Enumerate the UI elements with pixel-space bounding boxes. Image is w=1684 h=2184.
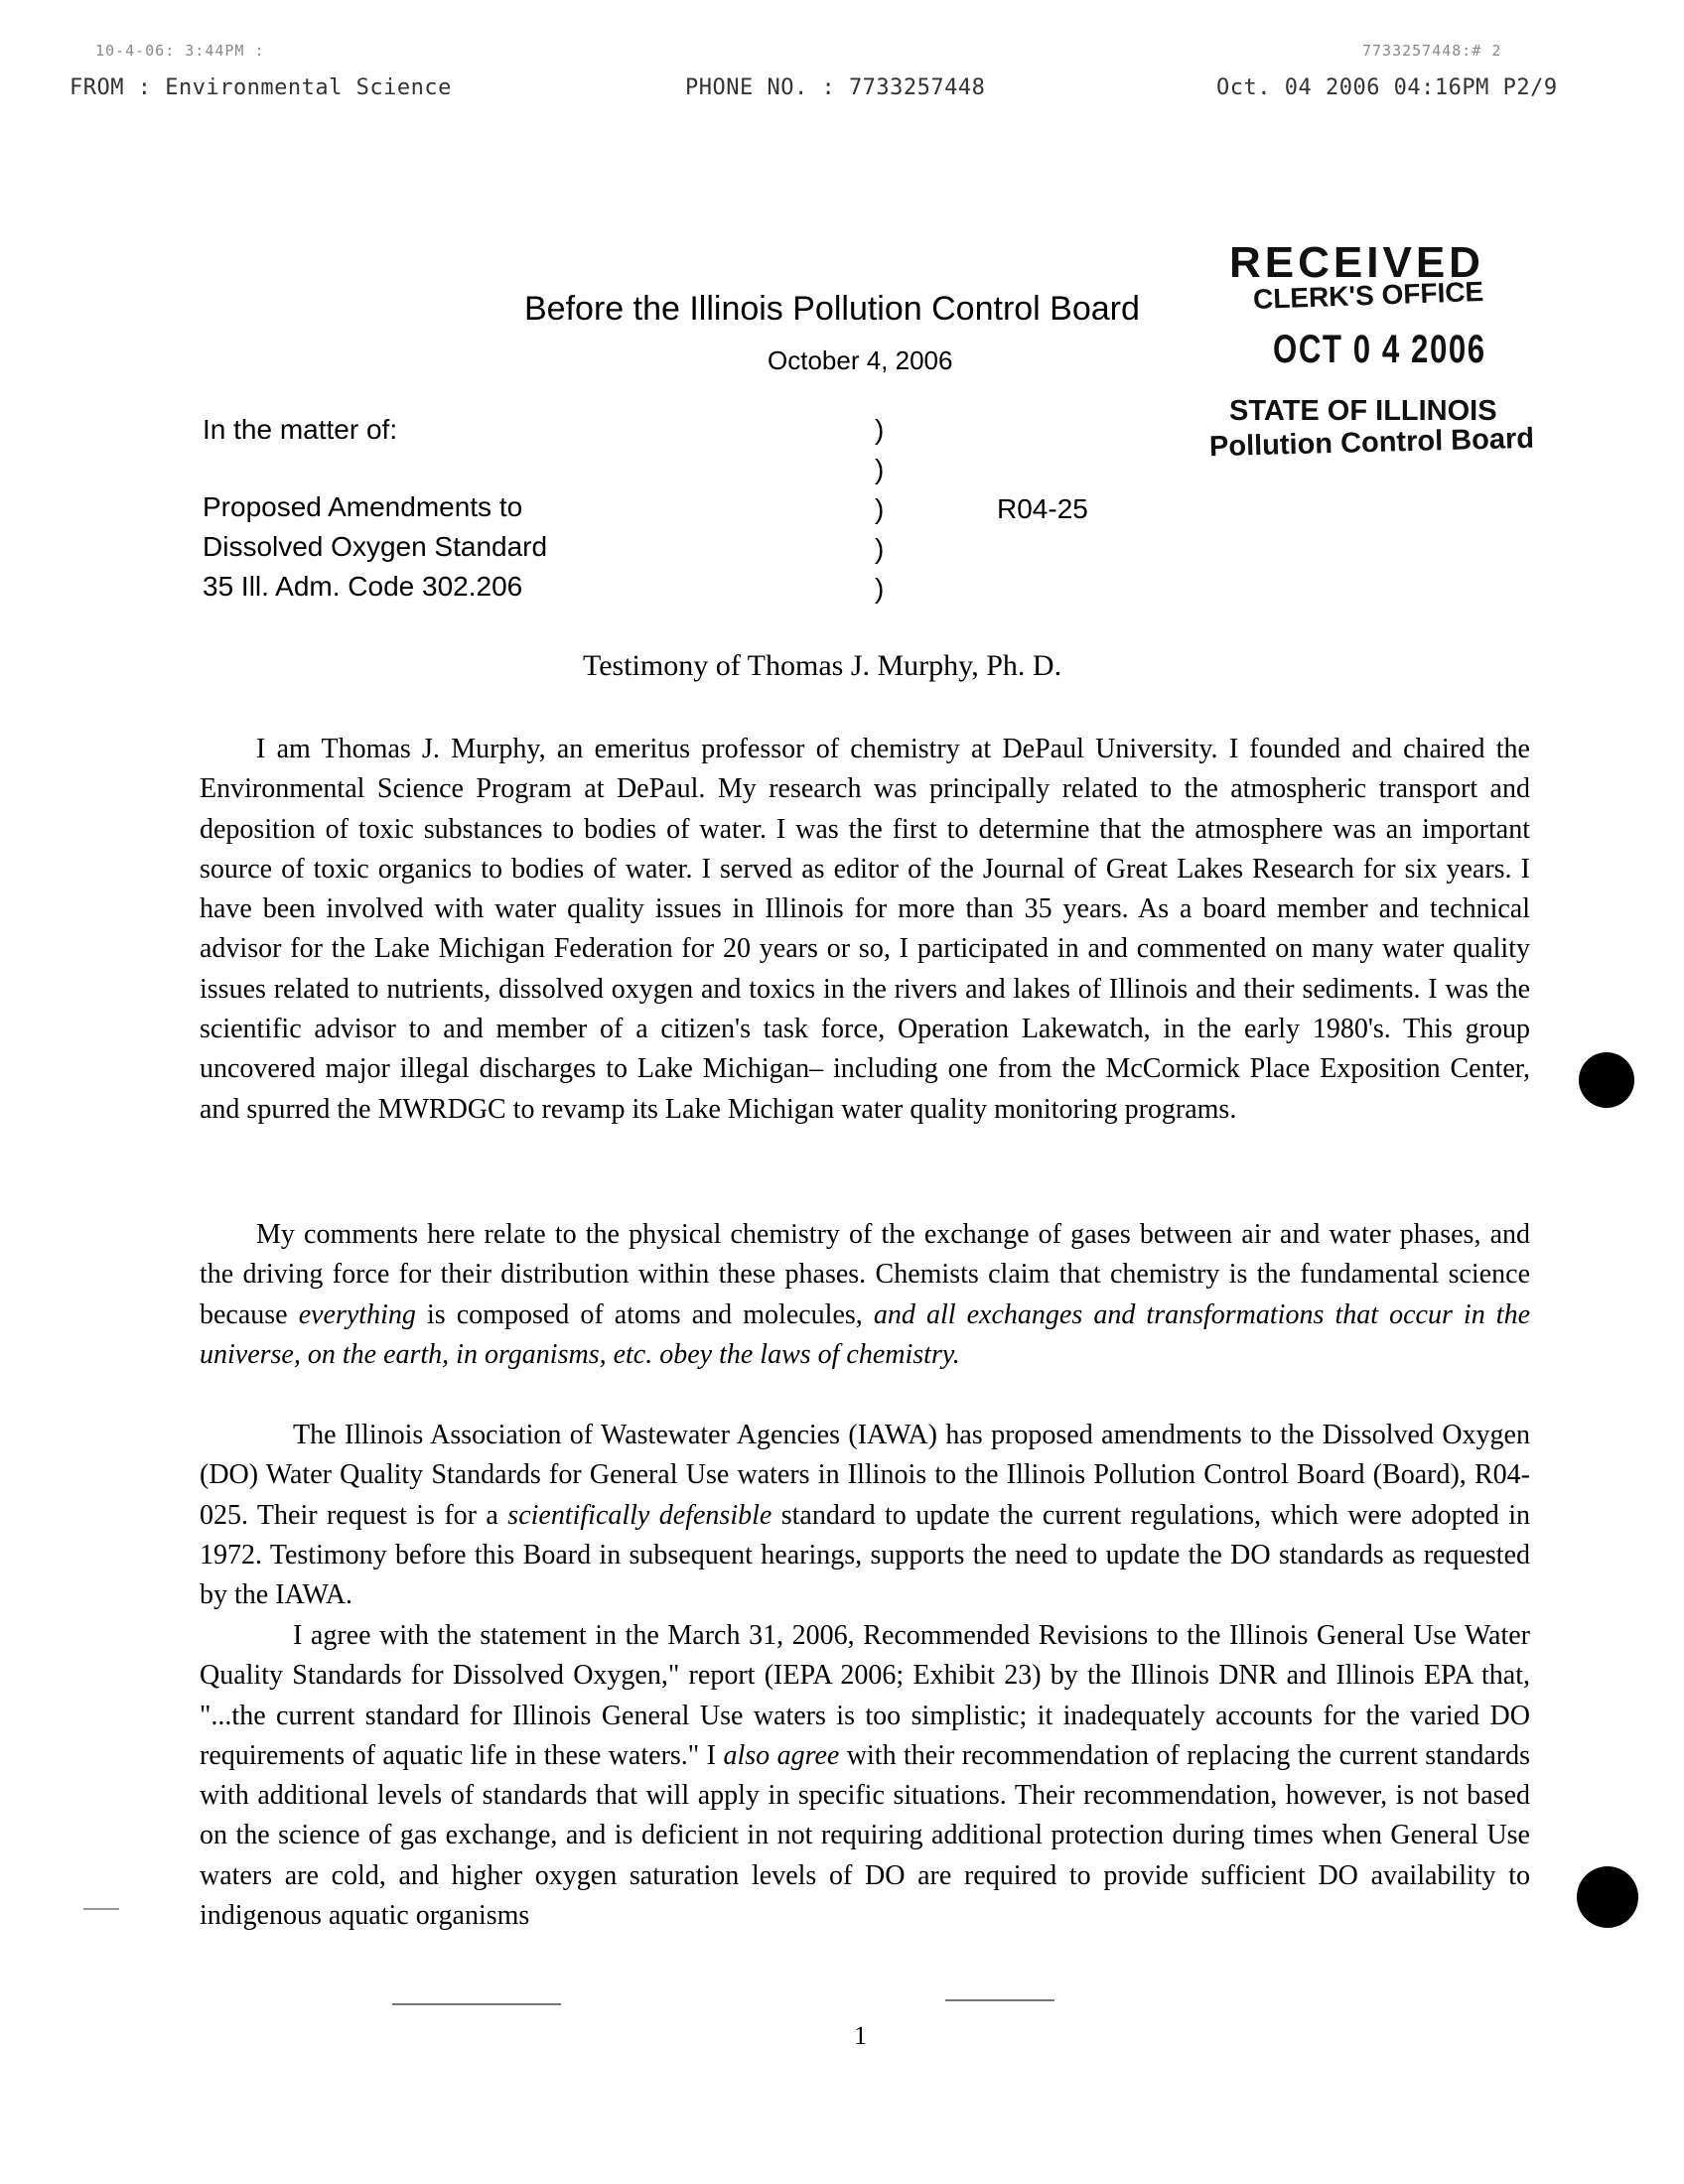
paragraph-3-text: standard to update the current regulations, which were adopted in 1972. Testimony before this Board in subsequent hearings, supports the need to update the DO standards as requested by the IAWA.: [200, 1499, 1530, 1611]
caption-line-3: 35 Ill. Adm. Code 302.206: [203, 571, 523, 602]
stamp-board: Pollution Control Board: [1208, 422, 1535, 464]
docket-number: R04-25: [997, 493, 1088, 524]
paragraph-2: [200, 1215, 1530, 1375]
paragraph-3-text: The Illinois Association of Wastewater Agencies (IAWA) has proposed amendments to the Dissolved Oxygen (DO) Water Quality Standards for General Use waters in Illinois to the Illinois Pollution Control Board (Board), R04-025. Their request is for a: [200, 1420, 1530, 1531]
caption-paren: ): [875, 414, 885, 445]
paragraph-4-text: I agree with the statement in the March 31, 2006, Recommended Revisions to the Illinois General Use Water Quality Standards for Dissolved Oxygen," report (IEPA 2006; Exhibit 23) by the Illinois DNR and Illinois EPA that, "...the current standard for Illinois General Use waters is too simplistic; it inadequately accounts for the varied DO requirements of aquatic life in these waters." I: [200, 1620, 1530, 1771]
paragraph-2-text: My comments here relate to the physical chemistry of the exchange of gases between air and water phases, and the driving force for their distribution within these phases. Chemists claim that chemistry is the fundamental science because: [200, 1219, 1530, 1330]
fax-phone: PHONE NO. : 7733257448: [685, 75, 986, 100]
stamp-received: RECEIVED: [1229, 238, 1484, 287]
paragraph-1: [200, 730, 1530, 1130]
fax-timestamp: Oct. 04 2006 04:16PM P2/9: [1216, 75, 1558, 100]
fax-from: FROM : Environmental Science: [70, 75, 452, 100]
received-stamp: [1188, 238, 1565, 477]
stamp-date: OCT 0 4 2006: [1273, 328, 1486, 371]
punch-hole: [1577, 1866, 1638, 1928]
hearing-date: October 4, 2006: [768, 345, 953, 375]
caption-line-2: Dissolved Oxygen Standard: [203, 531, 548, 562]
caption-line-1: Proposed Amendments to: [203, 491, 523, 522]
paragraph-4-emphasis: also agree: [723, 1739, 840, 1771]
caption-paren: ): [875, 493, 885, 524]
paragraph-2-emphasis: and all exchanges and transformations that occur in the universe, on the earth, in organisms, etc. obey the laws of chemistry.: [200, 1298, 1531, 1370]
paragraph-2-emphasis: everything: [298, 1298, 416, 1330]
stamp-state: STATE OF ILLINOIS: [1229, 395, 1497, 427]
paragraph-3-emphasis: scientifically defensible: [507, 1499, 772, 1531]
paragraph-2-text: is composed of atoms and molecules,: [415, 1298, 874, 1330]
testimony-heading: Testimony of Thomas J. Murphy, Ph. D.: [583, 649, 1062, 682]
board-title: Before the Illinois Pollution Control Board: [524, 290, 1140, 328]
paragraph-4-text: with their recommendation of replacing the current standards with additional levels of standards that will apply in specific situations. Their recommendation, however, is not based on the science of gas exchange, and is deficient in not requiring additional protection during times when General Use waters are cold, and higher oxygen saturation levels of DO are required to provide sufficient DO availability to indigenous aquatic organisms: [200, 1739, 1530, 1932]
matter-label: In the matter of:: [203, 414, 398, 445]
caption-paren: ): [875, 533, 885, 564]
punch-hole: [1579, 1052, 1634, 1108]
paragraph-1-text: I am Thomas J. Murphy, an emeritus professor of chemistry at DePaul University. I founded and chaired the Environmental Science Program at DePaul. My research was principally related to the atmospheric transport and deposition of toxic substances to bodies of water. I was the first to determine that the atmosphere was an important source of toxic organics to bodies of water. I served as editor of the Journal of Great Lakes Research for six years. I have been involved with water quality issues in Illinois for more than 35 years. As a board member and technical advisor for the Lake Michigan Federation for 20 years or so, I participated in and commented on many water quality issues related to nutrients, dissolved oxygen and toxics in the rivers and lakes of Illinois and their sediments. I was the scientific advisor to and member of a citizen's task force, Operation Lakewatch, in the early 1980's. This group uncovered major illegal discharges to Lake Michigan– including one from the McCormick Place Exposition Center, and spurred the MWRDGC to revamp its Lake Michigan water quality monitoring programs.: [200, 734, 1530, 1125]
caption-paren: ): [875, 573, 885, 604]
stamp-office: CLERK'S OFFICE: [1252, 275, 1484, 316]
scan-speck: [945, 1999, 1054, 2001]
scan-speck: [392, 2003, 561, 2005]
fax-page-counter: 7733257448:# 2: [1362, 42, 1502, 60]
paragraph-3: [200, 1416, 1530, 1615]
paragraph-4: [200, 1616, 1530, 1936]
caption-paren: ): [875, 454, 885, 484]
fax-transmit-time: 10-4-06: 3:44PM :: [95, 42, 265, 60]
scan-speck: [83, 1908, 119, 1910]
page-number: 1: [854, 2021, 867, 2050]
